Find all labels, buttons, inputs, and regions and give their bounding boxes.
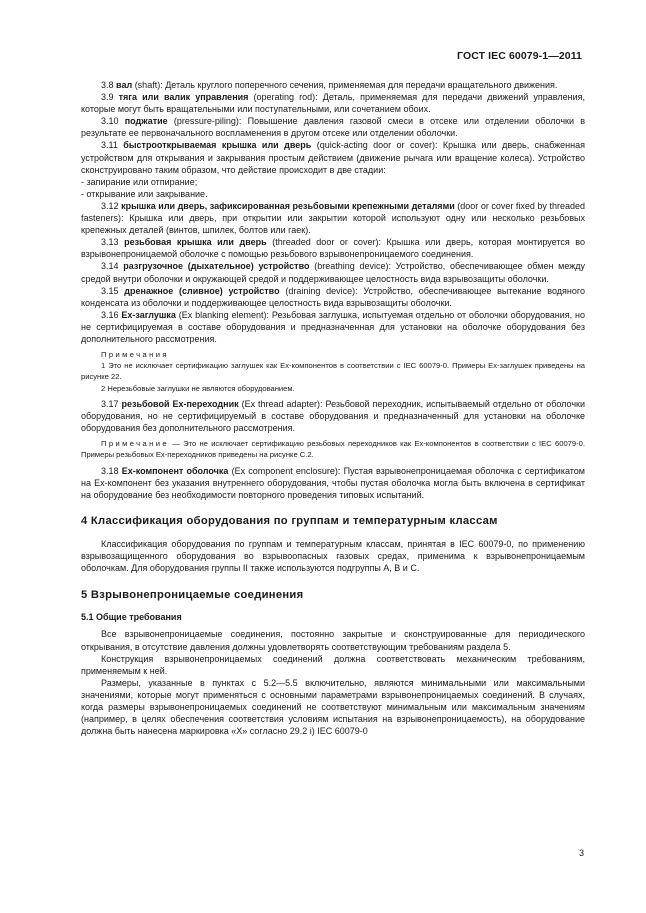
term-3-9: 3.9 тяга или валик управления (operating rod): Деталь, применяемая для передачи движений управления, которые могут быть вращательными или поступательными, или сочетанием обоих. <box>81 92 585 115</box>
notes-heading: Примечания <box>101 350 169 360</box>
subsection-5-1-title: 5.1 Общие требования <box>81 612 182 623</box>
term-3-13: 3.13 резьбовая крышка или дверь (threaded door or cover): Крышка или дверь, которая монтируется во взрывонепроницаемой оболочке с помощью резьбового взрывонепроницаемого соединения. <box>81 237 585 260</box>
standard-header: ГОСТ IEC 60079-1—2011 <box>457 50 582 62</box>
note-3-17: Примечание — Это не исключает сертификацию резьбовых переходников как Ex-компонентов в соответствии с IEC 60079-0. Примеры резьбовых Ex-переходников приведены на рисунке С.2. <box>81 439 585 460</box>
term-3-10: 3.10 поджатие (pressure-piling): Повышение давления газовой смеси в отсеке или отделении оболочки в результате ее первоначального воспламенения в другом отсеке или отделении оболочки. <box>81 116 585 139</box>
page-body <box>81 79 585 737</box>
term-3-15: 3.15 дренажное (сливное) устройство (draining device): Устройство, обеспечивающее вытекание водяного конденсата из оболочки и поддерживающее целостность вида взрывозащиты оболочки. <box>81 285 585 308</box>
term-3-18: 3.18 Ex-компонент оболочка (Ex component enclosure): Пустая взрывонепроницаемая оболочка с сертификатом на Ex-компонент без указания внутреннего оборудования, чтобы пустая оболочка могла быть включена в сертификат на оборудование без необходимости повторного проведения типовых испытаний. <box>81 465 585 500</box>
section-5-1-p2: Конструкция взрывонепроницаемых соединений должна соответствовать механическим требованиям, применяемым к ней. <box>81 653 585 676</box>
stage-item: - открывание или закрывание. <box>81 188 208 199</box>
term-3-8: 3.8 вал (shaft): Деталь круглого поперечного сечения, применяемая для передачи вращательного движения. <box>101 80 558 90</box>
note-2: 2 Нерезьбовые заглушки не являются оборудованием. <box>101 383 295 393</box>
section-4-text: Классификация оборудования по группам и температурным классам, принятая в IEC 60079-0, по применению взрывозащищенного оборудования во взрывоопасных газовых средах, применима к взрывонепроницаемым оболочкам. Для оборудования группы II также используются подгруппы А, В и С. <box>81 538 585 574</box>
section-5-title: 5 Взрывонепроницаемые соединения <box>81 589 304 602</box>
note-1: 1 Это не исключает сертификацию заглушек как Ex-компонентов в соответствии с IEC 60079-0. Примеры Ex-заглушек приведены на рисунке 22. <box>81 361 585 382</box>
section-5-1-p3: Размеры, указанные в пунктах с 5.2—5.5 включительно, являются минимальными или максимальными значениями, которые могут применяться с основными параметрами взрывонепроницаемых соединений. В случаях, когда размеры взрывонепроницаемых соединений не соответствуют минимальным или максимальным значениям (например, в целях обеспечения соответствия условиям испытания на взрывонепроницаемость), на оборудование должна быть нанесена маркировка «Х» согласно 29.2 i) IEC 60079-0 <box>81 677 585 737</box>
term-3-16: 3.16 Ex-заглушка (Ex blanking element): Резьбовая заглушка, испытуемая отдельно от оболочки оборудования, но не сертифицируемая в составе оборудования и предназначенная для установки на оболочке оборудования без дополнительного рассмотрения. <box>81 309 585 344</box>
term-3-17: 3.17 резьбовой Ex-переходник (Ex thread adapter): Резьбовой переходник, испытываемый отдельно от оболочки оборудования, но не сертифицируемый в составе оборудования и предназначенный для установки на оболочке оборудования без дополнительного рассмотрения. <box>81 398 585 434</box>
stage-item: - запирание или отпирание; <box>81 176 198 187</box>
term-3-14: 3.14 разгрузочное (дыхательное) устройство (breathing device): Устройство, обеспечивающее обмен между средой внутри оболочки и окружающей средой и поддерживающее целостность вида взрывозащиты оболочки. <box>81 261 585 284</box>
section-5-1-p1: Все взрывонепроницаемые соединения, постоянно закрытые и сконструированные для периодического открывания, в отсутствие давления должны удовлетворять соответствующим требованиям раздела 5. <box>81 629 585 652</box>
page-number: 3 <box>578 848 584 858</box>
section-4-title: 4 Классификация оборудования по группам и температурным классам <box>81 514 498 527</box>
term-3-11: 3.11 быстрооткрываемая крышка или дверь (quick-acting door or cover): Крышка или дверь, снабженная устройством для открывания и закрывания простым действием (движение рычага или вращение колеса). Устройство сконструировано таким образом, что действие происходит в две стадии: <box>81 140 585 175</box>
term-3-12: 3.12 крышка или дверь, зафиксированная резьбовыми крепежными деталями (door or cover fixed by threaded fasteners): Крышка или дверь, при открытии или закрытии которой используют одну или несколько резьбовых крепежных деталей (винтов, шпилек, болтов или гаек). <box>81 200 585 236</box>
